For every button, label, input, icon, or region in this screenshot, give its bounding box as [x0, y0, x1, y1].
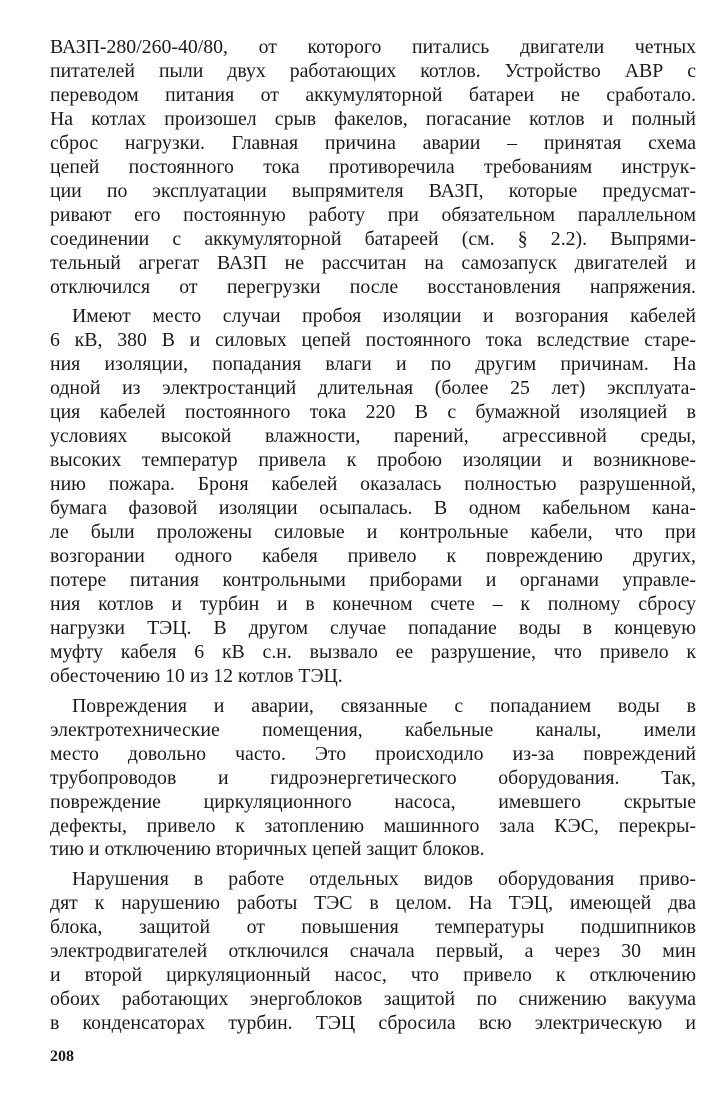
paragraph-1 [50, 36, 696, 299]
text-line: дефекты, привело к затоплению машинного зала КЭС, перекры- [50, 814, 696, 837]
text-line: отключился от перегрузки после восстановления напряжения. [50, 275, 696, 298]
text-line: обесточению 10 из 12 котлов ТЭЦ. [50, 664, 343, 687]
text-line: обоих работающих энергоблоков защитой по снижению вакуума [50, 988, 696, 1011]
text-line: ривают его постоянную работу при обязательном параллельном [50, 203, 696, 226]
text-line: соединении с аккумуляторной батареей (см. § 2.2). Выпрями- [50, 227, 696, 250]
text-line: ВАЗП-280/260-40/80, от которого питались двигатели четных [50, 36, 696, 58]
text-line: Нарушения в работе отдельных видов оборудования приво- [72, 868, 696, 891]
text-line: цепей постоянного тока противоречила требованиям инструк- [50, 155, 696, 178]
text-line: тию и отключению вторичных цепей защит блоков. [50, 838, 485, 861]
text-line: На котлах произошел срыв факелов, погасание котлов и полный [50, 107, 696, 130]
text-line: возгорании одного кабеля привело к повреждению других, [50, 545, 696, 568]
text-line: условиях высокой влажности, парений, агрессивной среды, [50, 425, 696, 448]
text-line: ция кабелей постоянного тока 220 В с бумажной изоляцией в [50, 401, 696, 424]
text-line: потере питания контрольными приборами и органами управле- [50, 568, 696, 591]
text-line: электротехнические помещения, кабельные каналы, имели [50, 718, 696, 741]
page-number: 208 [50, 1048, 74, 1065]
text-line: ния котлов и турбин и в конечном счете – к полному сбросу [50, 592, 696, 615]
text-line: Имеют место случаи пробоя изоляции и возгорания кабелей [72, 305, 696, 328]
text-line: Повреждения и аварии, связанные с попаданием воды в [72, 694, 696, 717]
text-line: ле были проложены силовые и контрольные кабели, что при [50, 521, 696, 544]
text-line: муфту кабеля 6 кВ с.н. вызвало ее разрушение, что привело к [50, 640, 696, 663]
paragraph-3 [50, 695, 696, 863]
text-line: электродвигателей отключился сначала первый, а через 30 мин [50, 940, 696, 963]
text-line: тельный агрегат ВАЗП не рассчитан на самозапуск двигателей и [50, 251, 696, 274]
text-line: в конденсаторах турбин. ТЭЦ сбросила всю электрическую и [50, 1012, 696, 1035]
text-line: повреждение циркуляционного насоса, имевшего скрытые [50, 790, 696, 813]
text-line: нагрузки ТЭЦ. В другом случае попадание воды в концевую [50, 616, 696, 639]
text-line: нию пожара. Броня кабелей оказалась полностью разрушенной, [50, 473, 696, 496]
text-line: ния изоляции, попадания влаги и по другим причинам. На [50, 353, 696, 376]
text-line: 6 кВ, 380 В и силовых цепей постоянного тока вследствие старе- [50, 329, 696, 352]
text-line: трубопроводов и гидроэнергетического оборудования. Так, [50, 766, 696, 789]
page-body [50, 36, 696, 1036]
paragraph-2 [50, 305, 696, 688]
text-line: одной из электростанций длительная (более 25 лет) эксплуата- [50, 377, 696, 400]
text-line: сброс нагрузки. Главная причина аварии – принятая схема [50, 131, 696, 154]
paragraph-4 [50, 868, 696, 1036]
text-line: ции по эксплуатации выпрямителя ВАЗП, которые предусмат- [50, 179, 696, 202]
text-line: и второй циркуляционный насос, что привело к отключению [50, 964, 696, 987]
text-line: блока, защитой от повышения температуры подшипников [50, 916, 696, 939]
text-line: переводом питания от аккумуляторной батареи не сработало. [50, 83, 696, 106]
text-line: питателей пыли двух работающих котлов. Устройство АВР с [50, 59, 696, 82]
text-line: место довольно часто. Это происходило из-за повреждений [50, 742, 696, 765]
text-line: высоких температур привела к пробою изоляции и возникнове- [50, 449, 696, 472]
text-line: бумага фазовой изоляции осыпалась. В одном кабельном кана- [50, 497, 696, 520]
text-line: дят к нарушению работы ТЭС в целом. На ТЭЦ, имеющей два [50, 892, 696, 915]
